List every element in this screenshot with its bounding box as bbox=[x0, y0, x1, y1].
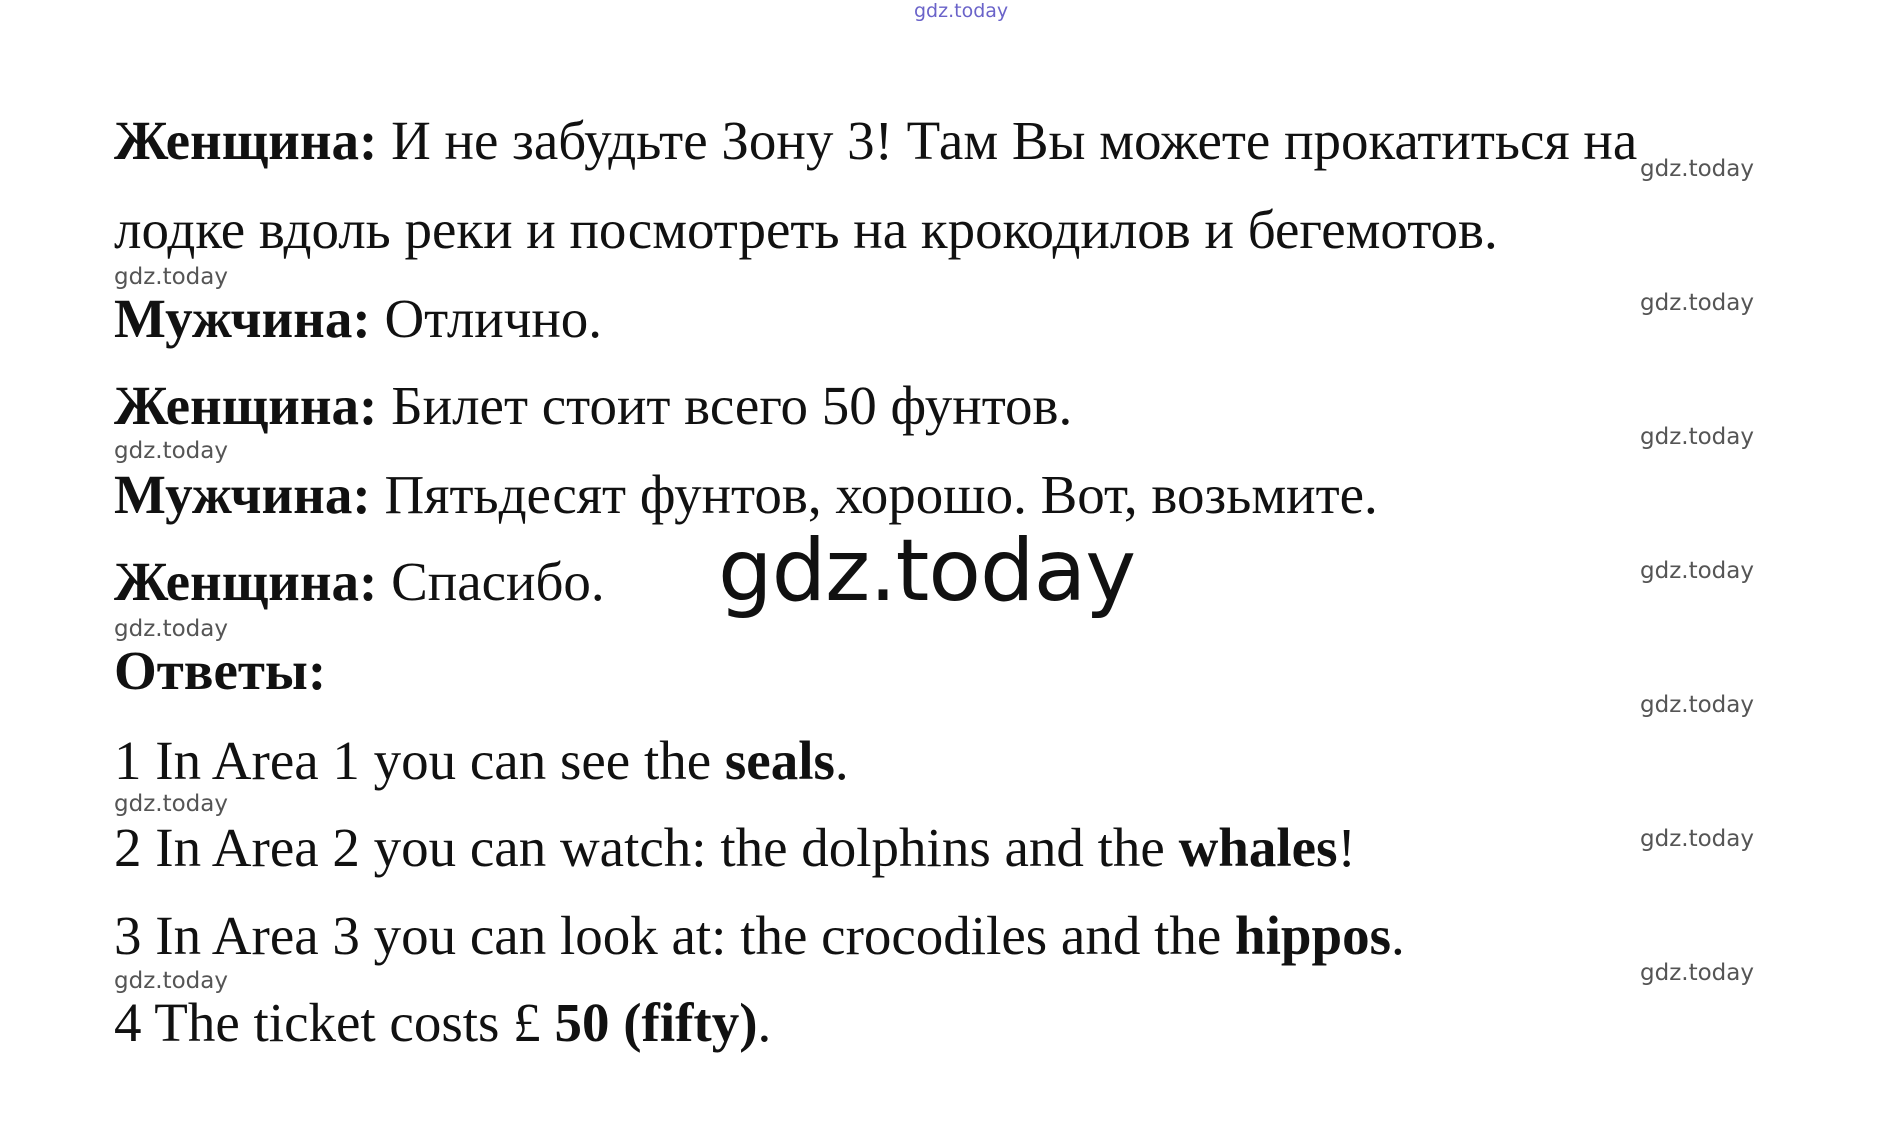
dialogue-line-3 bbox=[114, 375, 1073, 436]
dialogue-text: Спасибо. bbox=[391, 551, 605, 612]
watermark-left-3: gdz.today bbox=[114, 616, 228, 642]
answer-text: 1 In Area 1 you can see the bbox=[114, 730, 725, 791]
answer-punct: ! bbox=[1337, 817, 1356, 878]
dialogue-line-5 bbox=[114, 551, 605, 612]
answer-key: hippos bbox=[1235, 905, 1391, 966]
answer-3 bbox=[114, 905, 1405, 966]
answer-2 bbox=[114, 817, 1356, 878]
answers-heading: Ответы: bbox=[114, 640, 327, 701]
speaker-label: Женщина: bbox=[114, 551, 378, 612]
speaker-label: Женщина: bbox=[114, 375, 378, 436]
watermark-right-7: gdz.today bbox=[1640, 960, 1754, 986]
dialogue-line-2 bbox=[114, 288, 603, 349]
watermark-left-5: gdz.today bbox=[114, 968, 228, 994]
watermark-right-1: gdz.today bbox=[1640, 156, 1754, 182]
watermark-left-2: gdz.today bbox=[114, 438, 228, 464]
dialogue-text: Пятьдесят фунтов, хорошо. Вот, возьмите. bbox=[384, 464, 1378, 525]
dialogue-text: И не забудьте Зону 3! Там Вы можете прокатиться на bbox=[391, 110, 1638, 171]
watermark-large: gdz.today bbox=[718, 521, 1136, 621]
answer-punct: . bbox=[834, 730, 849, 791]
speaker-label: Мужчина: bbox=[114, 464, 371, 525]
watermark-right-5: gdz.today bbox=[1640, 692, 1754, 718]
answer-text: 4 The ticket costs £ bbox=[114, 992, 555, 1053]
speaker-label: Женщина: bbox=[114, 110, 378, 171]
watermark-left-1: gdz.today bbox=[114, 264, 228, 290]
answer-4 bbox=[114, 992, 772, 1053]
answer-key: 50 (fifty) bbox=[554, 992, 758, 1053]
answer-key: seals bbox=[724, 730, 835, 791]
answer-text: 2 In Area 2 you can watch: the dolphins and the bbox=[114, 817, 1179, 878]
answer-1 bbox=[114, 730, 849, 791]
dialogue-text: Отлично. bbox=[384, 288, 603, 349]
dialogue-line-4 bbox=[114, 464, 1378, 525]
answer-punct: . bbox=[1390, 905, 1405, 966]
speaker-label: Мужчина: bbox=[114, 288, 371, 349]
dialogue-text: лодке вдоль реки и посмотреть на крокодилов и бегемотов. bbox=[114, 199, 1498, 260]
watermark-top: gdz.today bbox=[914, 0, 1009, 22]
dialogue-line-1-continued bbox=[114, 199, 1498, 260]
dialogue-text: Билет стоит всего 50 фунтов. bbox=[391, 375, 1073, 436]
watermark-right-3: gdz.today bbox=[1640, 424, 1754, 450]
watermark-right-6: gdz.today bbox=[1640, 826, 1754, 852]
answer-text: 3 In Area 3 you can look at: the crocodiles and the bbox=[114, 905, 1236, 966]
answer-punct: . bbox=[757, 992, 772, 1053]
watermark-right-2: gdz.today bbox=[1640, 290, 1754, 316]
watermark-left-4: gdz.today bbox=[114, 791, 228, 817]
watermark-right-4: gdz.today bbox=[1640, 558, 1754, 584]
answer-key: whales bbox=[1178, 817, 1338, 878]
dialogue-line-1 bbox=[114, 110, 1638, 171]
